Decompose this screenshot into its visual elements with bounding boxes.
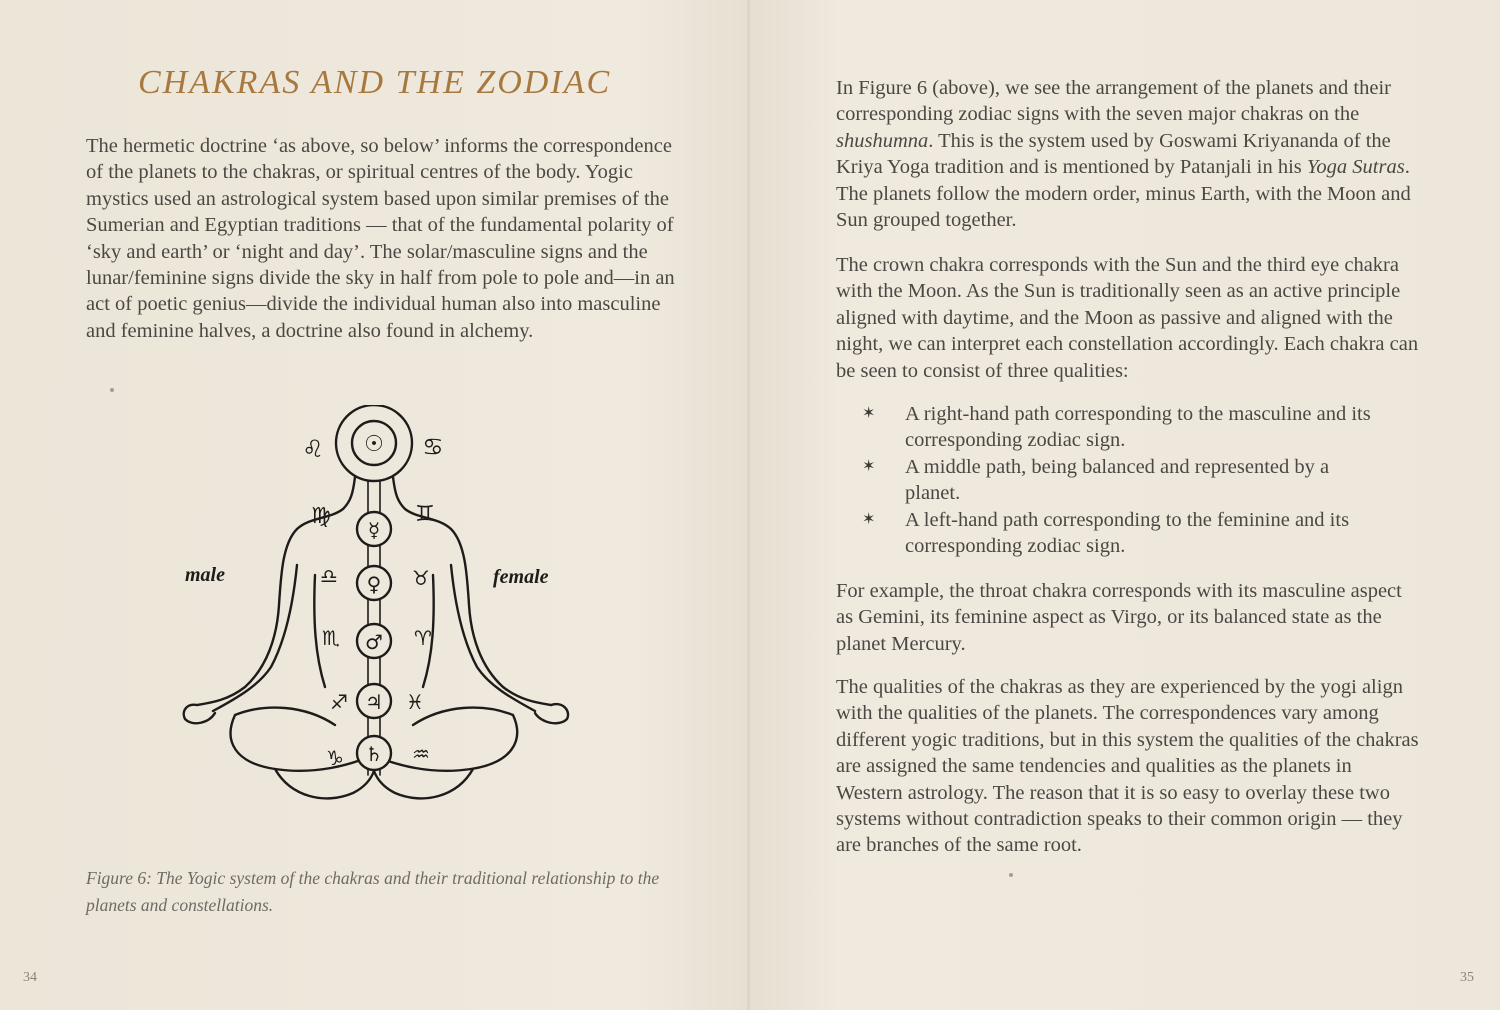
p1-text-b: . This is the system used by Goswami Kriyananda of the Kriya Yoga tradition and is mentioned by Patanjali in his xyxy=(836,129,1391,179)
qualities-list xyxy=(862,401,1382,559)
p1-emphasis-yoga-sutras: Yoga Sutras xyxy=(1306,156,1405,179)
intro-paragraph: The hermetic doctrine ‘as above, so below’ informs the correspondence of the planets to the chakras, or spiritual centres of the body. Yogic mystics used an astrological system based upon similar premises of the Sumerian and Egyptian traditions — that of the fundamental polarity of ‘sky and earth’ or ‘night and day’. The solar/masculine signs and the lunar/feminine signs divide the sky in half from pole to pole and—in an act of poetic genius—divide the individual human also into masculine and feminine halves, a doctrine also found in alchemy. xyxy=(86,135,675,342)
list-item-text: A left-hand path corresponding to the feminine and its corresponding zodiac sign. xyxy=(905,508,1350,558)
taurus-symbol: ♉ xyxy=(412,566,430,590)
paper-speck xyxy=(1009,873,1013,877)
hand-right xyxy=(535,704,568,723)
list-item-text: A right-hand path corresponding to the masculine and its corresponding zodiac sign. xyxy=(905,403,1371,452)
paragraph-figure-reference xyxy=(836,75,1422,233)
list-item xyxy=(862,507,1382,560)
jupiter-symbol: ♃ xyxy=(365,690,383,714)
p1-text-a: In Figure 6 (above), we see the arrangement of the planets and their corresponding zodiac signs with the seven major chakras on the xyxy=(836,77,1391,126)
sun-moon-symbol: ☉ xyxy=(364,432,384,457)
gemini-symbol: ♊ xyxy=(415,502,435,527)
figure-caption: Figure 6: The Yogic system of the chakras and their traditional relationship to the planets and constellations. xyxy=(86,868,660,915)
sagittarius-symbol: ♐ xyxy=(330,690,348,714)
page-number-left: 34 xyxy=(23,970,37,985)
book-gutter xyxy=(747,0,750,1010)
star-bullet-icon: ✶ xyxy=(862,405,876,422)
pisces-symbol: ♓ xyxy=(406,690,424,714)
hand-left xyxy=(184,705,215,724)
paragraph-qualities: The qualities of the chakras as they are experienced by the yogi align with the qualities of the planets. The correspondences vary among different yogic traditions, but in this system the qualities of the chakras are assigned the same tendencies and qualities as the planets in Western astrology. The reason that it is so easy to overlay these two systems without contradiction speaks to their common origin — they are branches of the same root. xyxy=(836,676,1419,857)
paper-speck xyxy=(110,388,114,392)
virgo-symbol: ♍ xyxy=(311,504,331,529)
aquarius-symbol: ♒ xyxy=(412,742,430,766)
list-item xyxy=(862,401,1382,454)
saturn-symbol: ♄ xyxy=(365,742,383,766)
mars-symbol: ♂ xyxy=(365,630,383,654)
capricorn-symbol: ♑ xyxy=(326,746,344,770)
female-label: female xyxy=(493,566,549,588)
cancer-symbol: ♋ xyxy=(422,433,444,461)
list-item-text: A middle path, being balanced and represented by a planet. xyxy=(905,455,1330,505)
paragraph-crown-chakra: The crown chakra corresponds with the Sun and the third eye chakra with the Moon. As the Sun is traditionally seen as an active principle aligned with daytime, and the Moon as passive and aligned with the night, we can interpret each constellation accordingly. Each chakra can be seen to consist of three qualities: xyxy=(836,254,1419,382)
star-bullet-icon: ✶ xyxy=(862,510,876,528)
p1-emphasis-shushumna: shushumna xyxy=(836,129,929,152)
paragraph-throat-example: For example, the throat chakra corresponds with its masculine aspect as Gemini, its feminine aspect as Virgo, or its balanced state as the planet Mercury. xyxy=(836,580,1402,655)
page-number-right: 35 xyxy=(1460,970,1474,985)
p1-text-c: . The planets follow the modern order, minus Earth, with the Moon and Sun grouped together. xyxy=(836,156,1411,232)
list-item xyxy=(862,454,1382,507)
venus-symbol: ♀ xyxy=(366,572,382,596)
chakra-figure-illustration xyxy=(175,405,595,815)
libra-symbol: ♎ xyxy=(320,564,338,588)
chapter-title: CHAKRAS AND THE ZODIAC xyxy=(138,64,612,101)
star-bullet-icon: ✶ xyxy=(862,457,876,475)
mercury-symbol: ☿ xyxy=(367,518,381,542)
aries-symbol: ♈ xyxy=(414,626,432,650)
male-label: male xyxy=(185,564,225,586)
leo-symbol: ♌ xyxy=(302,435,324,463)
scorpio-symbol: ♏ xyxy=(322,626,340,650)
